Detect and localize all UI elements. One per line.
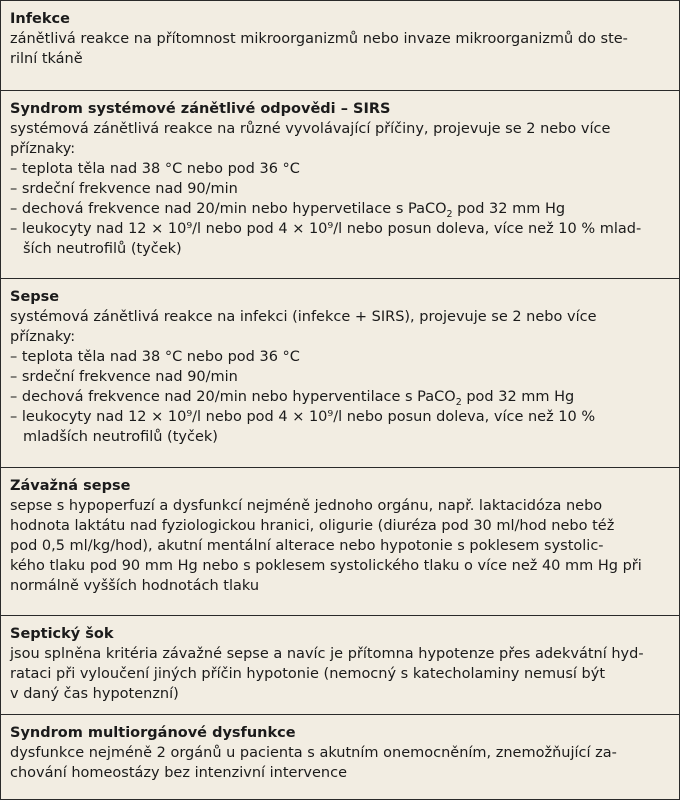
criteria-item-heart-rate: – srdeční frekvence nad 90/min bbox=[10, 181, 238, 197]
criteria-item-respiratory-rate bbox=[10, 199, 670, 219]
criteria-item-temperature: – teplota těla nad 38 °C nebo pod 36 °C bbox=[10, 349, 300, 365]
criteria-text: – dechová frekvence nad 20/min nebo hyperventilace s PaCO bbox=[10, 389, 456, 405]
section-title: Syndrom systémové zánětlivé odpovědi – SIRS bbox=[10, 101, 391, 117]
criteria-text: pod 32 mm Hg bbox=[452, 201, 566, 217]
definition-line: pod 0,5 ml/kg/hod), akutní mentální alterace nebo hypotonie s poklesem systolic- bbox=[10, 538, 604, 554]
criteria-item-temperature: – teplota těla nad 38 °C nebo pod 36 °C bbox=[10, 161, 300, 177]
section-title: Závažná sepse bbox=[10, 478, 131, 494]
section-infekce bbox=[1, 9, 679, 69]
definition-line: v daný čas hypotenzní) bbox=[10, 686, 179, 702]
definition-line: systémová zánětlivá reakce na infekci (infekce + SIRS), projevuje se 2 nebo více bbox=[10, 309, 597, 325]
definition-line: rataci při vyloučení jiných příčin hypotonie (nemocný s katecholaminy nemusí být bbox=[10, 666, 606, 682]
criteria-item-leukocytes: – leukocyty nad 12 × 10⁹/l nebo pod 4 × 10⁹/l nebo posun doleva, více než 10 % bbox=[10, 409, 596, 425]
criteria-text: – dechová frekvence nad 20/min nebo hypervetilace s PaCO bbox=[10, 201, 447, 217]
definition-line: normálně vyšších hodnotách tlaku bbox=[10, 578, 260, 594]
definition-line: chování homeostázy bez intenzivní intervence bbox=[10, 765, 348, 781]
criteria-text: pod 32 mm Hg bbox=[461, 389, 575, 405]
criteria-item-continuation: mladších neutrofilů (tyček) bbox=[23, 429, 218, 445]
definition-line: příznaky: bbox=[10, 329, 76, 345]
subscript: 2 bbox=[446, 209, 453, 220]
section-title: Septický šok bbox=[10, 626, 114, 642]
criteria-item-heart-rate: – srdeční frekvence nad 90/min bbox=[10, 369, 238, 385]
definition-line: rilní tkáně bbox=[10, 51, 83, 67]
definition-line: hodnota laktátu nad fyziologickou hranici, oligurie (diuréza pod 30 ml/hod nebo též bbox=[10, 518, 615, 534]
definition-line: kého tlaku pod 90 mm Hg nebo s poklesem systolického tlaku o více než 40 mm Hg při bbox=[10, 558, 642, 574]
section-mods bbox=[1, 714, 679, 783]
definition-line: jsou splněna kritéria závažné sepse a navíc je přítomna hypotenze přes adekvátní hyd- bbox=[10, 646, 644, 662]
section-title: Infekce bbox=[10, 11, 70, 27]
section-sepse bbox=[1, 278, 679, 447]
section-zavazna-sepse bbox=[1, 467, 679, 596]
section-title: Sepse bbox=[10, 289, 60, 305]
definition-line: sepse s hypoperfuzí a dysfunkcí nejméně jednoho orgánu, např. laktacidóza nebo bbox=[10, 498, 603, 514]
criteria-item-leukocytes: – leukocyty nad 12 × 10⁹/l nebo pod 4 × 10⁹/l nebo posun doleva, více než 10 % mlad- bbox=[10, 221, 642, 237]
definition-line: příznaky: bbox=[10, 141, 76, 157]
criteria-item-continuation: ších neutrofilů (tyček) bbox=[23, 241, 182, 257]
section-title: Syndrom multiorgánové dysfunkce bbox=[10, 725, 296, 741]
definition-line: zánětlivá reakce na přítomnost mikroorganizmů nebo invaze mikroorganizmů do ste- bbox=[10, 31, 628, 47]
subscript: 2 bbox=[455, 397, 462, 408]
definition-line: dysfunkce nejméně 2 orgánů u pacienta s akutním onemocněním, znemožňující za- bbox=[10, 745, 617, 761]
definition-line: systémová zánětlivá reakce na různé vyvolávající příčiny, projevuje se 2 nebo více bbox=[10, 121, 611, 137]
section-sirs bbox=[1, 90, 679, 259]
section-septicky-sok bbox=[1, 615, 679, 704]
criteria-item-respiratory-rate bbox=[10, 387, 670, 407]
